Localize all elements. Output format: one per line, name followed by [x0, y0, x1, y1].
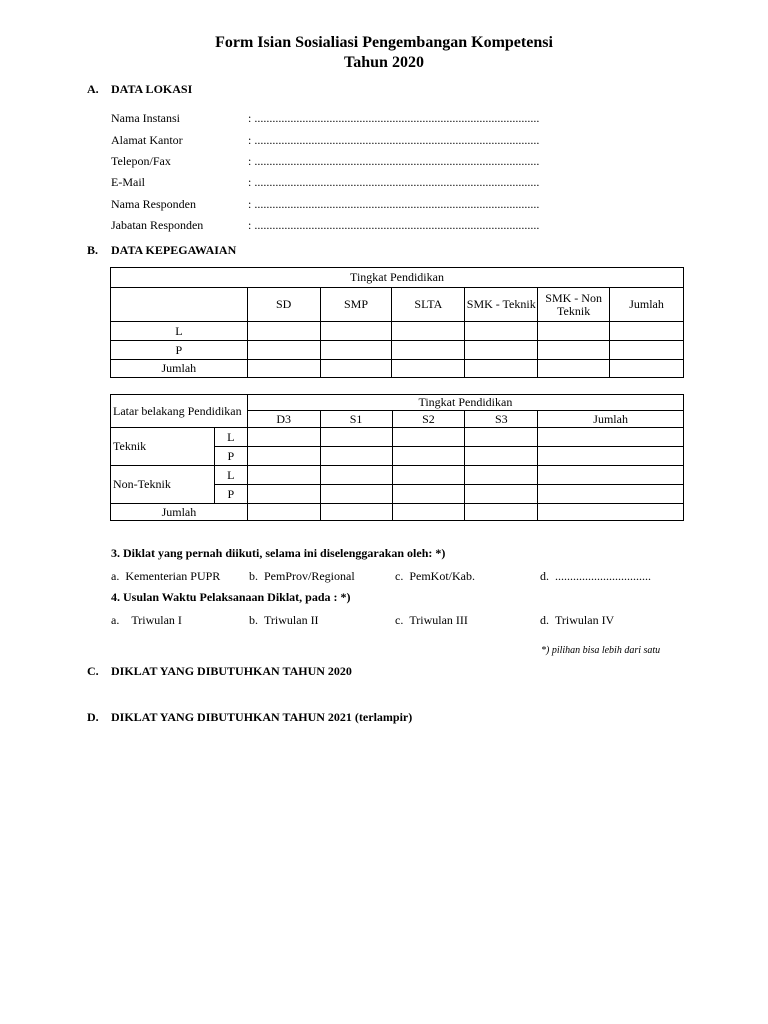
table-cell[interactable]: [320, 504, 392, 521]
table-cell[interactable]: [538, 485, 684, 504]
form-title: Form Isian Sosialiasi Pengembangan Kompetensi: [215, 34, 553, 51]
section-d-letter: D.: [87, 710, 99, 724]
table-cell[interactable]: [465, 485, 538, 504]
field-label-nama-instansi: Nama Instansi: [111, 111, 180, 125]
table2-header-s2: S2: [392, 411, 465, 428]
option-text: Triwulan II: [264, 613, 319, 627]
field-label-nama-responden: Nama Responden: [111, 197, 196, 211]
table2-sub-label-p: P: [214, 485, 247, 504]
table1-row-label-jumlah: Jumlah: [111, 360, 248, 378]
table2-group-header: Tingkat Pendidikan: [247, 395, 683, 411]
table-row: [111, 322, 684, 341]
table-cell[interactable]: [465, 428, 538, 447]
table-cell[interactable]: [538, 504, 684, 521]
table-cell[interactable]: [538, 447, 684, 466]
table1-header-smk-non-teknik: SMK - Non Teknik: [538, 288, 610, 322]
table2-header-s3: S3: [465, 411, 538, 428]
option-letter: d.: [540, 569, 549, 583]
section-a-letter: A.: [87, 82, 99, 96]
table-cell[interactable]: [538, 341, 610, 360]
table-cell[interactable]: [247, 485, 320, 504]
table-cell[interactable]: [392, 428, 465, 447]
table1-group-header: Tingkat Pendidikan: [111, 268, 684, 288]
field-value-alamat-kantor[interactable]: : ...............................................................................................: [248, 133, 540, 147]
option-text: Triwulan IV: [555, 613, 615, 627]
table-cell[interactable]: [465, 466, 538, 485]
table2-header-d3: D3: [247, 411, 320, 428]
table-cell[interactable]: [465, 447, 538, 466]
table-cell[interactable]: [465, 360, 538, 378]
option-letter: a.: [111, 569, 120, 583]
education-level-table: [110, 267, 684, 378]
table-cell[interactable]: [247, 360, 320, 378]
option-text: Triwulan I: [131, 613, 182, 627]
q3-option-d[interactable]: [540, 569, 651, 584]
table2-group-teknik: Teknik: [111, 428, 215, 466]
field-value-telepon-fax[interactable]: : ...............................................................................................: [248, 154, 540, 168]
table-cell[interactable]: [320, 485, 392, 504]
table1-row-label-l: L: [111, 322, 248, 341]
option-text: Kementerian PUPR: [125, 569, 221, 583]
option-letter: a.: [111, 613, 120, 627]
q3-option-c[interactable]: [395, 569, 475, 584]
table-cell[interactable]: [247, 504, 320, 521]
section-b-title: DATA KEPEGAWAIAN: [111, 243, 237, 257]
table-cell[interactable]: [320, 322, 392, 341]
section-c-title: DIKLAT YANG DIBUTUHKAN TAHUN 2020: [111, 664, 352, 678]
education-background-table: [110, 394, 684, 521]
section-b-letter: B.: [87, 243, 99, 257]
table1-corner-cell: [111, 288, 248, 322]
table2-header-s1: S1: [320, 411, 392, 428]
table-cell[interactable]: [538, 466, 684, 485]
table-cell[interactable]: [247, 466, 320, 485]
table-cell[interactable]: [247, 322, 320, 341]
table-cell[interactable]: [392, 466, 465, 485]
field-value-nama-instansi[interactable]: : ...............................................................................................: [248, 111, 540, 125]
q4-option-a[interactable]: [111, 613, 182, 628]
field-label-jabatan-responden: Jabatan Responden: [111, 218, 204, 232]
table-cell[interactable]: [320, 466, 392, 485]
field-value-email[interactable]: : ...............................................................................................: [248, 175, 540, 189]
option-letter: c.: [395, 613, 404, 627]
table-cell[interactable]: [610, 341, 684, 360]
option-text: Triwulan III: [409, 613, 468, 627]
table-cell[interactable]: [538, 428, 684, 447]
table-cell[interactable]: [610, 322, 684, 341]
table-row: [111, 504, 684, 521]
field-label-email: E-Mail: [111, 175, 145, 189]
table-row: [111, 341, 684, 360]
table-row: [111, 428, 684, 447]
table-cell[interactable]: [465, 322, 538, 341]
table-row: [111, 360, 684, 378]
option-letter: b.: [249, 569, 258, 583]
table-cell[interactable]: [392, 360, 465, 378]
q3-option-a[interactable]: [111, 569, 220, 584]
option-letter: c.: [395, 569, 404, 583]
section-c-letter: C.: [87, 664, 99, 678]
table-cell[interactable]: [392, 341, 465, 360]
table-cell[interactable]: [538, 322, 610, 341]
table-cell[interactable]: [247, 428, 320, 447]
footnote: *) pilihan bisa lebih dari satu: [541, 645, 661, 656]
q4-option-d[interactable]: [540, 613, 614, 628]
table1-header-smk-teknik: SMK - Teknik: [465, 288, 538, 322]
question-4-title: 4. Usulan Waktu Pelaksanaan Diklat, pada : *): [111, 590, 351, 604]
field-label-alamat-kantor: Alamat Kantor: [111, 133, 183, 147]
question-3-title: 3. Diklat yang pernah diikuti, selama ini diselenggarakan oleh: *): [111, 546, 446, 560]
table-cell[interactable]: [320, 341, 392, 360]
table-cell[interactable]: [392, 504, 465, 521]
option-letter: d.: [540, 613, 549, 627]
option-text: PemKot/Kab.: [409, 569, 475, 583]
section-a-title: DATA LOKASI: [111, 82, 193, 96]
option-text: ................................: [555, 569, 651, 583]
field-label-telepon-fax: Telepon/Fax: [111, 154, 171, 168]
table-cell[interactable]: [465, 341, 538, 360]
table1-row-label-p: P: [111, 341, 248, 360]
form-year: Tahun 2020: [344, 54, 424, 71]
table-cell[interactable]: [392, 322, 465, 341]
table-cell[interactable]: [320, 447, 392, 466]
table2-row-label-jumlah: Jumlah: [111, 504, 248, 521]
table-cell[interactable]: [610, 360, 684, 378]
q3-option-b[interactable]: [249, 569, 355, 584]
field-value-nama-responden[interactable]: : ...............................................................................................: [248, 197, 540, 211]
field-value-jabatan-responden[interactable]: : ...............................................................................................: [248, 218, 540, 232]
table2-sub-label-l: L: [214, 428, 247, 447]
table-cell[interactable]: [320, 428, 392, 447]
q4-option-b[interactable]: [249, 613, 319, 628]
table1-header-slta: SLTA: [392, 288, 465, 322]
table2-sub-label-l: L: [214, 466, 247, 485]
table-cell[interactable]: [465, 504, 538, 521]
table2-corner-header: Latar belakang Pendidikan: [111, 395, 248, 428]
table1-header-jumlah: Jumlah: [610, 288, 684, 322]
table-cell[interactable]: [247, 447, 320, 466]
table-cell[interactable]: [392, 447, 465, 466]
section-d-title: DIKLAT YANG DIBUTUHKAN TAHUN 2021 (terlampir): [111, 710, 413, 724]
table-row: [111, 466, 684, 485]
table2-sub-label-p: P: [214, 447, 247, 466]
table-cell[interactable]: [538, 360, 610, 378]
option-letter: b.: [249, 613, 258, 627]
table-cell[interactable]: [247, 341, 320, 360]
q4-option-c[interactable]: [395, 613, 468, 628]
table1-header-smp: SMP: [320, 288, 392, 322]
table2-header-jumlah: Jumlah: [538, 411, 684, 428]
table2-group-non-teknik: Non-Teknik: [111, 466, 215, 504]
table-cell[interactable]: [320, 360, 392, 378]
table-cell[interactable]: [392, 485, 465, 504]
table1-header-sd: SD: [247, 288, 320, 322]
option-text: PemProv/Regional: [264, 569, 355, 583]
